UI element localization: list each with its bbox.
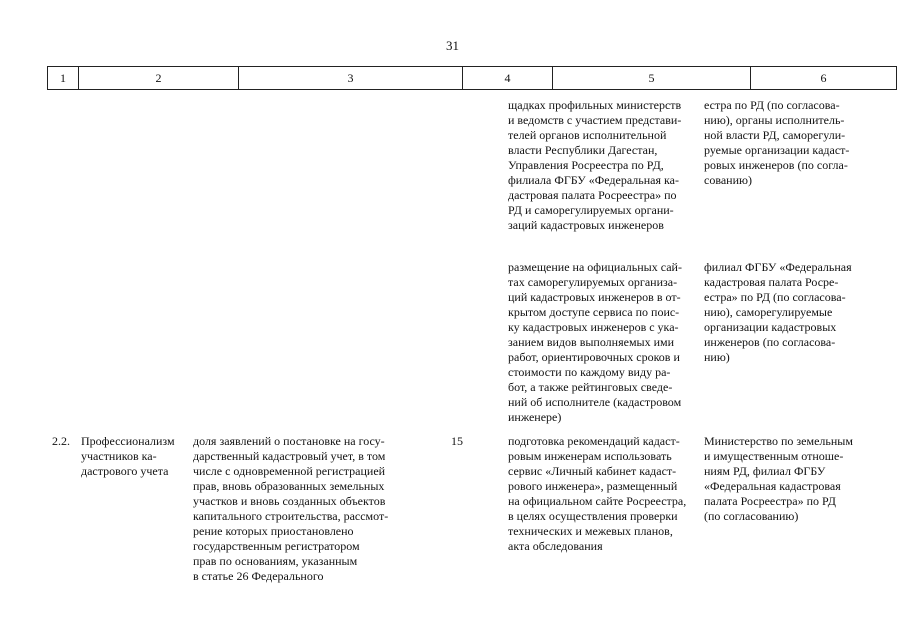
header-col-4: 4 xyxy=(462,67,552,89)
header-col-3: 3 xyxy=(238,67,462,89)
row2-responsible: филиал ФГБУ «Федеральная кадастровая палата Росре- естра» по РД (по согласова- нию), саморегулируемые организации кадастровых инженеров (по согласова- нию) xyxy=(704,260,852,364)
row3-factor: Профессионализм участников ка- дастрового учета xyxy=(81,434,175,478)
row3-number: 2.2. xyxy=(52,434,70,448)
header-col-2: 2 xyxy=(78,67,238,89)
header-col-1: 1 xyxy=(60,71,66,85)
row3-responsible: Министерство по земельным и имущественным отноше- ниям РД, филиал ФГБУ «Федеральная кадастровая палата Росреестра» по РД (по согласованию) xyxy=(704,434,853,523)
header-col-6: 6 xyxy=(750,67,896,89)
page-number: 31 xyxy=(446,38,459,53)
header-col-5: 5 xyxy=(552,67,750,89)
table-header xyxy=(47,66,897,90)
row1-responsible: естра по РД (по согласова- нию), органы исполнитель- ной власти РД, саморегули- руемые организации кадаст- ровых инженеров (по согла- сованию) xyxy=(704,98,850,187)
row3-indicator: доля заявлений о постановке на госу- дарственный кадастровый учет, в том числе с одновременной регистрацией прав, вновь образованных земельных участков и вновь созданных объектов капитального строительства, рассмот- рение которых приостановлено государственным регистратором прав по основаниям, указанным в статье 26 Федерального xyxy=(193,434,389,583)
row1-activity: щадках профильных министерств и ведомств с участием представи- телей органов исполнительной власти Республики Дагестан, Управления Росреестра по РД, филиала ФГБУ «Федеральная ка- дастровая палата Росреестра» по РД и саморегулируемых органи- заций кадастровых инженеров xyxy=(508,98,682,232)
row2-activity: размещение на официальных сай- тах саморегулируемых организа- ций кадастровых инженеров в от- крытом доступе сервиса по поис- ку кадастровых инженеров с ука- занием видов выполняемых ими работ, ориентировочных сроков и стоимости по каждому виду ра- бот, а также рейтинговых сведе- ний об исполнителе (кадастровом инженере) xyxy=(508,260,682,424)
row3-activity: подготовка рекомендаций кадаст- ровым инженерам использовать сервис «Личный кабинет кадаст- рового инженера», размещенный на официальном сайте Росреестра, в целях осуществления проверки технических и межевых планов, акта обследования xyxy=(508,434,687,553)
row3-target-value: 15 xyxy=(451,434,463,448)
